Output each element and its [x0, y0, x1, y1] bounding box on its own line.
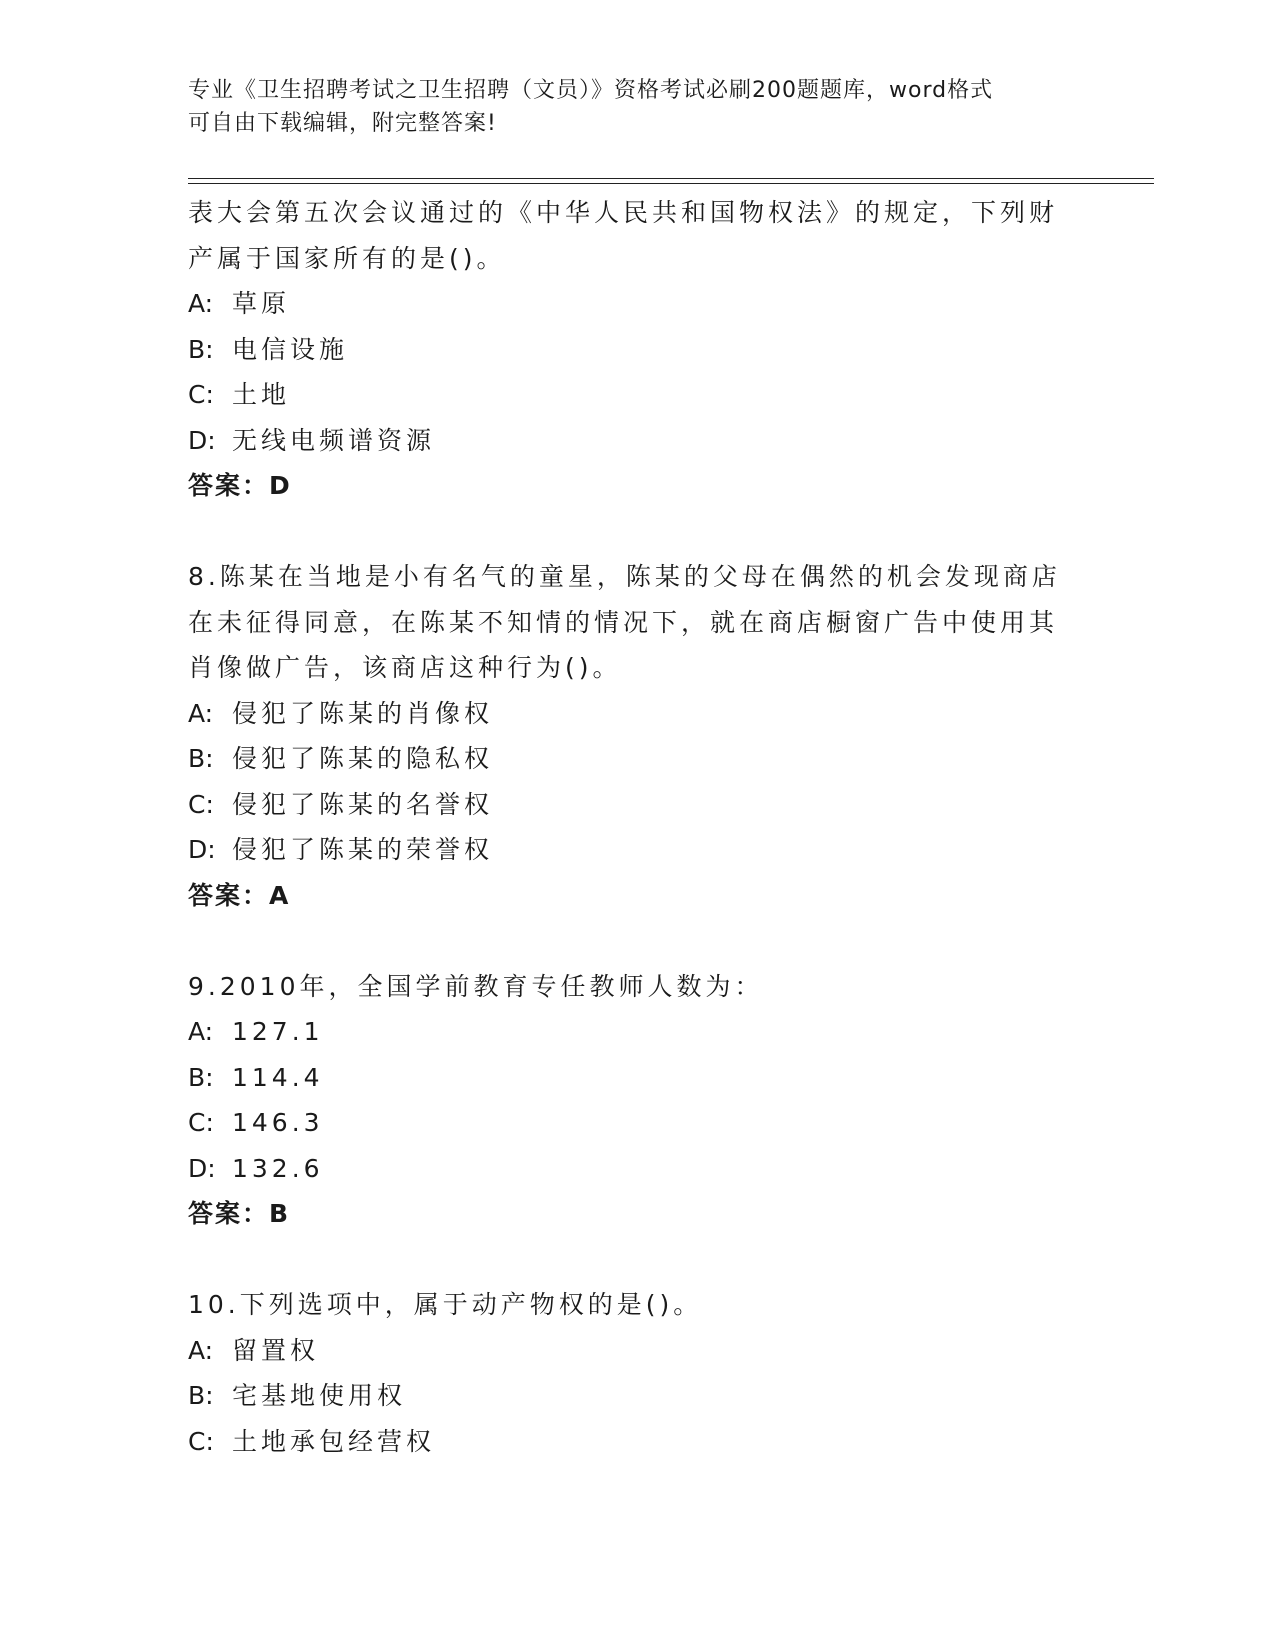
- option-text: 114.4: [232, 1062, 324, 1092]
- option-b: [188, 327, 1068, 373]
- spacer: [188, 509, 1068, 555]
- option-c: [188, 782, 1068, 828]
- option-a: [188, 1009, 1068, 1055]
- option-letter: D:: [188, 835, 216, 864]
- option-text: 146.3: [232, 1108, 324, 1137]
- header-divider-top: [188, 178, 1154, 179]
- option-c: [188, 372, 1068, 418]
- option-d: [188, 418, 1068, 464]
- answer: 答案：A: [188, 880, 291, 910]
- question-text-line: 产属于国家所有的是()。: [188, 243, 506, 273]
- option-letter: A:: [188, 1335, 214, 1365]
- option-text: 土地承包经营权: [232, 1426, 436, 1456]
- option-a: [188, 281, 1068, 327]
- question-list: [188, 190, 1068, 1464]
- document-header: [188, 74, 1068, 140]
- option-letter: A:: [188, 1017, 214, 1046]
- option-b: [188, 1055, 1068, 1101]
- option-letter: A:: [188, 289, 214, 318]
- option-letter: B:: [188, 334, 214, 364]
- option-text: 草原: [232, 289, 291, 318]
- question-text-line: 8.陈某在当地是小有名气的童星，陈某的父母在偶然的机会发现商店: [188, 562, 1061, 591]
- option-letter: C:: [188, 789, 214, 819]
- option-text: 侵犯了陈某的荣誉权: [232, 835, 494, 864]
- option-text: 宅基地使用权: [232, 1381, 407, 1410]
- header-divider-bottom: [188, 183, 1154, 184]
- option-letter: C:: [188, 380, 214, 409]
- option-b: [188, 736, 1068, 782]
- question-9: [188, 964, 1068, 1237]
- question-text-line: 9.2010年，全国学前教育专任教师人数为：: [188, 971, 764, 1001]
- option-text: 电信设施: [232, 334, 349, 364]
- option-text: 留置权: [232, 1335, 320, 1365]
- option-text: 侵犯了陈某的名誉权: [232, 789, 494, 819]
- option-text: 侵犯了陈某的隐私权: [232, 744, 494, 773]
- option-text: 侵犯了陈某的肖像权: [232, 698, 494, 728]
- option-c: [188, 1419, 1068, 1465]
- question-text-line: 10.下列选项中，属于动产物权的是()。: [188, 1290, 703, 1319]
- option-letter: B:: [188, 1381, 214, 1410]
- option-letter: D:: [188, 1153, 216, 1183]
- question-text: [188, 964, 1068, 1010]
- option-text: 127.1: [232, 1017, 324, 1046]
- question-text: [188, 1282, 1068, 1328]
- question-10: [188, 1282, 1068, 1464]
- answer: 答案：D: [188, 471, 292, 500]
- question-text: [188, 190, 1068, 281]
- answer: 答案：B: [188, 1199, 291, 1228]
- option-letter: C:: [188, 1108, 214, 1137]
- option-a: [188, 691, 1068, 737]
- option-c: [188, 1100, 1068, 1146]
- option-a: [188, 1328, 1068, 1374]
- option-d: [188, 1146, 1068, 1192]
- header-line-2: 可自由下载编辑，附完整答案!: [188, 111, 497, 136]
- option-d: [188, 827, 1068, 873]
- question-7: [188, 190, 1068, 509]
- option-letter: B:: [188, 1062, 214, 1092]
- option-b: [188, 1373, 1068, 1419]
- option-text: 土地: [232, 380, 291, 409]
- header-line-1: 专业《卫生招聘考试之卫生招聘（文员）》资格考试必刷200题题库，word格式: [188, 78, 994, 103]
- spacer: [188, 1237, 1068, 1283]
- question-text: [188, 554, 1068, 691]
- question-text-line: 肖像做广告，该商店这种行为()。: [188, 653, 622, 682]
- option-letter: A:: [188, 698, 214, 728]
- option-letter: D:: [188, 425, 216, 455]
- question-8: [188, 554, 1068, 918]
- spacer: [188, 918, 1068, 964]
- option-text: 132.6: [232, 1153, 324, 1183]
- option-letter: C:: [188, 1426, 214, 1456]
- question-text-line: 表大会第五次会议通过的《中华人民共和国物权法》的规定，下列财: [188, 198, 1059, 227]
- option-letter: B:: [188, 744, 214, 773]
- option-text: 无线电频谱资源: [232, 425, 436, 455]
- question-text-line: 在未征得同意，在陈某不知情的情况下，就在商店橱窗广告中使用其: [188, 607, 1059, 637]
